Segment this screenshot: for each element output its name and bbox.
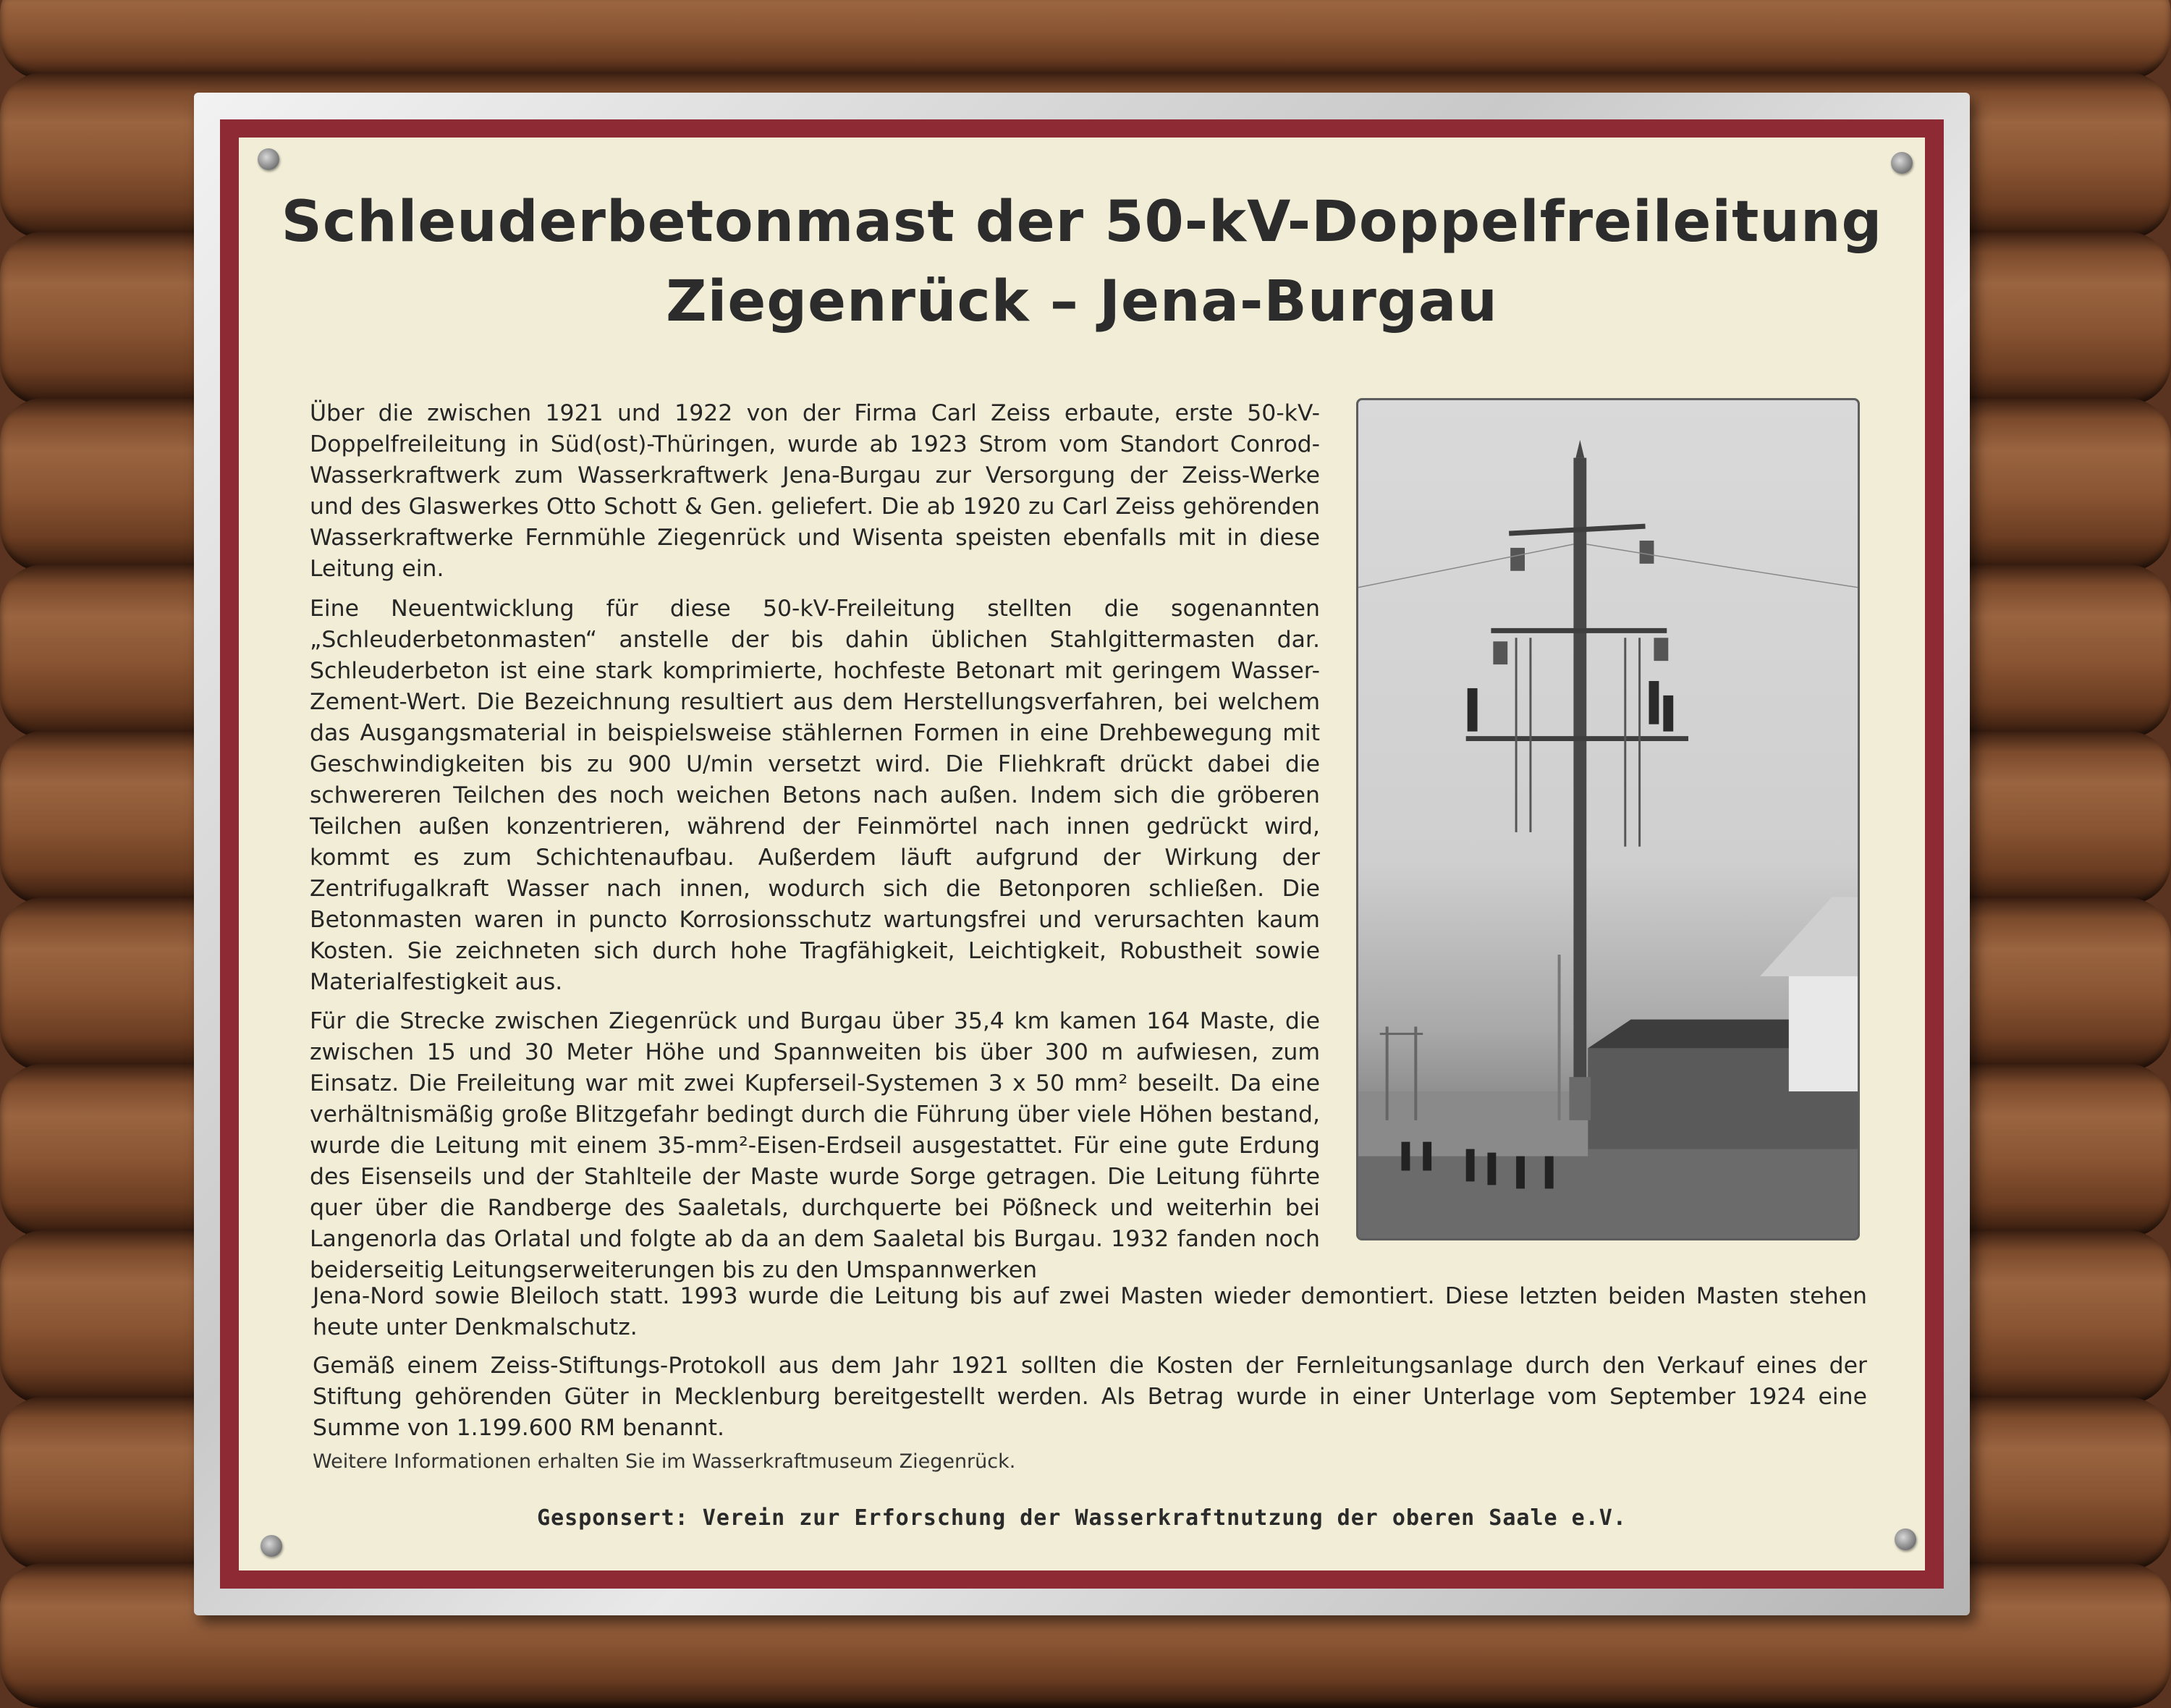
screw-icon [258,148,279,170]
paragraph-3-continuation: Jena-Nord sowie Bleiloch statt. 1993 wurde die Leitung bis auf zwei Masten wieder demontiert. Diese letzten beiden Masten stehen heute unter Denkmalschutz. [313,1283,1867,1340]
screw-icon [261,1535,282,1557]
sign-title-line2: Ziegenrück – Jena-Burgau [666,269,1498,334]
paragraph-4: Gemäß einem Zeiss-Stiftungs-Protokoll aus dem Jahr 1921 sollten die Kosten der Fernleitungsanlage durch den Verkauf eines der Stiftung gehörenden Güter in Mecklenburg bereitgestellt werden. Als Betrag wurde in einer Unterlage vom September 1924 eine Summe von 1.199.600 RM benannt. [313,1353,1867,1441]
screw-icon [1891,152,1913,174]
museum-note: Weitere Informationen erhalten Sie im Wasserkraftmuseum Ziegenrück. [313,1450,1016,1473]
paragraph-2: Eine Neuentwicklung für diese 50-kV-Freileitung stellten die sogenannten „Schleuderbetonmasten“ anstelle der bis dahin üblichen Stahlgittermasten dar. Schleuderbeton ist eine stark komprimierte, hochfeste Betonart mit geringem Wasser-Zement-Wert. Die Bezeichnung resultiert aus dem Herstellungsverfahren, bei welchem das Ausgangsmaterial in beispielsweise stählernen Formen in eine Drehbewegung mit Geschwindigkeiten bis zu 900 U/min versetzt wird. Die Fliehkraft drückt dabei die schwereren Teilchen des noch weichen Betons nach außen. Indem sich die gröberen Teilchen außen konzentrieren, während der Feinmörtel nach innen gedrückt wird, kommt es zum Schichtenaufbau. Außerdem läuft aufgrund der Wirkung der Zentrifugalkraft Wasser nach innen, wodurch sich die Betonporen schließen. Die Betonmasten waren in puncto Korrosionsschutz wartungsfrei und verursachten kaum Kosten. Sie zeichneten sich durch hohe Tragfähigkeit, Leichtigkeit, Robustheit sowie Materialfestigkeit aus. [310,596,1320,995]
sign-title-line1: Schleuderbetonmast der 50-kV-Doppelfreileitung [281,190,1883,255]
screw-icon [1895,1529,1916,1550]
historic-mast-photo [1356,398,1860,1240]
sponsor-line: Gesponsert: Verein zur Erforschung der Wasserkraftnutzung der oberen Saale e.V. [537,1505,1627,1531]
paragraph-3: Für die Strecke zwischen Ziegenrück und Burgau über 35,4 km kamen 164 Maste, die zwischen 15 und 30 Meter Höhe und Spannweiten bis über 300 m aufwiesen, zum Einsatz. Die Freileitung war mit zwei Kupferseil-Systemen 3 x 50 mm² beseilt. Da eine verhältnismäßig große Blitzgefahr bedingt durch die Führung über viele Höhen bestand, wurde die Leitung mit einem 35-mm²-Eisen-Erdseil ausgestattet. Für eine gute Erdung des Eisenseils und der Stahlteile der Maste wurde Sorge getragen. Die Leitung führte quer über die Randberge des Saaletals, durchquerte bei Pößneck und weiterhin bei Langenorla das Orlatal und folgte ab da an dem Saaletal bis Burgau. 1932 fanden noch beiderseitig Leitungserweiterungen bis zu den Umspannwerken [310,1008,1320,1283]
paragraph-1: Über die zwischen 1921 und 1922 von der Firma Carl Zeiss erbaute, erste 50-kV-Doppelfreileitung in Süd(ost)-Thüringen, wurde ab 1923 Strom vom Standort Conrod-Wasserkraftwerk zum Wasserkraftwerk Jena-Burgau zur Versorgung der Zeiss-Werke und des Glaswerkes Otto Schott & Gen. geliefert. Die ab 1920 zu Carl Zeiss gehörenden Wasserkraftwerke Fernmühle Ziegenrück und Wisenta speisten ebenfalls mit in diese Leitung ein. [310,400,1320,582]
